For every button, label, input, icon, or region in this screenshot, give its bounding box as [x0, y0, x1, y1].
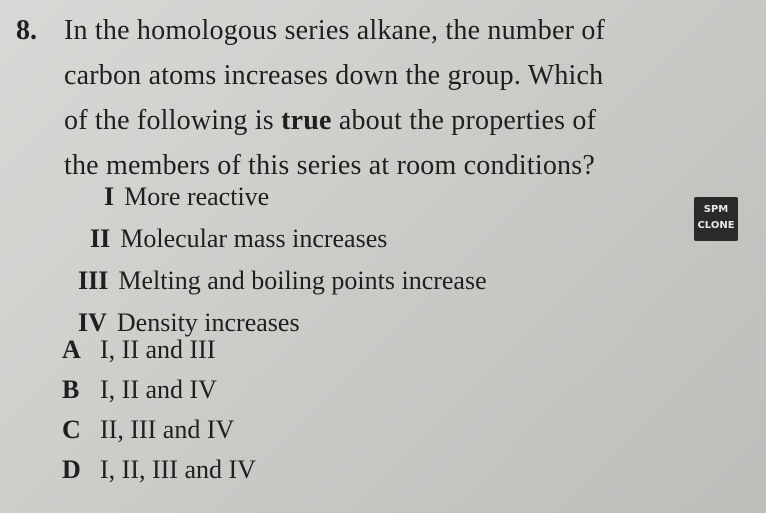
- spm-clone-badge: [694, 197, 738, 241]
- option-letter: D: [62, 455, 81, 484]
- option-text: I, II and III: [100, 335, 216, 364]
- statement-numeral: IV: [78, 308, 107, 337]
- stem-line-1: In the homologous series alkane, the number of: [64, 15, 606, 46]
- question-number: 8.: [16, 15, 37, 46]
- statement-item: [78, 218, 487, 260]
- option-d[interactable]: [62, 450, 256, 490]
- option-letter: A: [62, 335, 81, 364]
- option-text: I, II and IV: [100, 375, 217, 404]
- statement-numeral: III: [78, 266, 109, 295]
- badge-line-1: SPM: [703, 204, 729, 215]
- option-c[interactable]: [62, 410, 256, 450]
- option-a[interactable]: [62, 330, 256, 370]
- badge-line-2: CLONE: [697, 220, 735, 231]
- stem-line-3: [64, 98, 754, 143]
- answer-options: [62, 330, 256, 490]
- stem-line-2: carbon atoms increases down the group. Which: [64, 60, 604, 91]
- statement-numeral: II: [90, 224, 111, 253]
- statement-numeral: I: [104, 182, 115, 211]
- option-letter: C: [62, 415, 81, 444]
- statement-text: More reactive: [124, 182, 270, 211]
- stem-line-3-end: about the properties of: [331, 105, 597, 136]
- statement-text: Density increases: [116, 308, 300, 337]
- statement-text: Melting and boiling points increase: [118, 266, 487, 295]
- statement-item: [78, 260, 487, 302]
- option-text: II, III and IV: [100, 415, 235, 444]
- stem-line-3-start: of the following is: [64, 105, 282, 136]
- statement-text: Molecular mass increases: [120, 224, 388, 253]
- stem-emphasis-true: true: [281, 105, 332, 136]
- option-b[interactable]: [62, 370, 256, 410]
- option-text: I, II, III and IV: [100, 455, 256, 484]
- statement-item: [78, 176, 487, 218]
- statement-list: [78, 176, 487, 344]
- question-stem: [64, 8, 754, 188]
- stem-line-4: the members of this series at room conditions?: [64, 150, 595, 181]
- option-letter: B: [62, 375, 80, 404]
